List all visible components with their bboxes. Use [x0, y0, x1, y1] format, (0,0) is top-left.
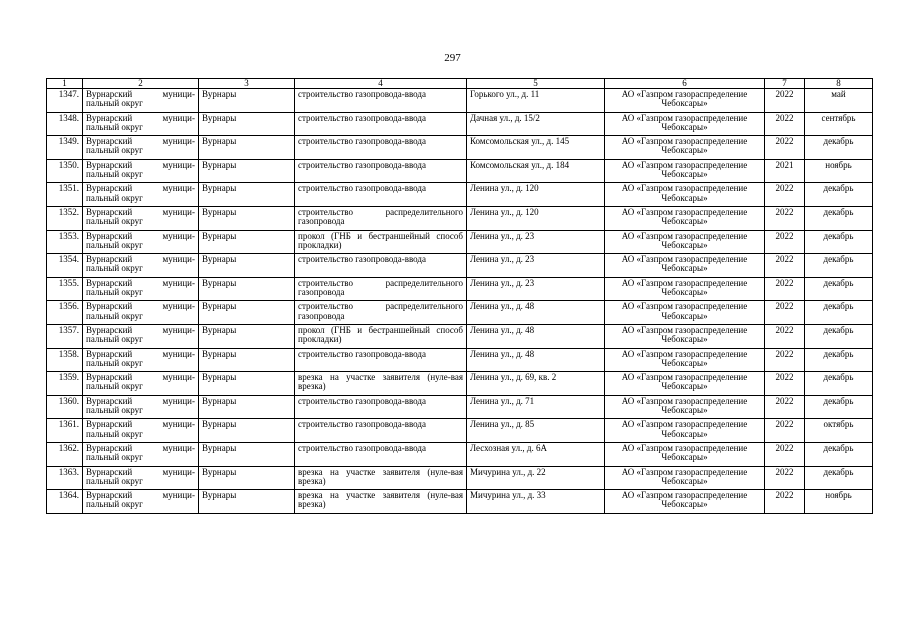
- row-number: 1351.: [47, 183, 83, 207]
- column-header: 2: [83, 79, 199, 89]
- row-number: 1360.: [47, 395, 83, 419]
- row-number: 1349.: [47, 136, 83, 160]
- month-cell: ноябрь: [805, 490, 873, 514]
- district-cell: Вурнарский муници-пальный округ: [83, 112, 199, 136]
- month-cell: декабрь: [805, 442, 873, 466]
- address-cell: Дачная ул., д. 15/2: [467, 112, 605, 136]
- address-cell: Ленина ул., д. 48: [467, 348, 605, 372]
- settlement-cell: Вурнары: [199, 159, 295, 183]
- work-type-cell: строительство газопровода-ввода: [295, 183, 467, 207]
- district-cell: Вурнарский муници-пальный округ: [83, 324, 199, 348]
- row-number: 1362.: [47, 442, 83, 466]
- work-type-cell: строительство газопровода-ввода: [295, 254, 467, 278]
- month-cell: декабрь: [805, 466, 873, 490]
- organization-cell: АО «Газпром газораспределение Чебоксары»: [605, 230, 765, 254]
- district-cell: Вурнарский муници-пальный округ: [83, 301, 199, 325]
- work-type-cell: врезка на участке заявителя (нуле-вая врезка): [295, 466, 467, 490]
- table-row: [47, 230, 873, 254]
- settlement-cell: Вурнары: [199, 324, 295, 348]
- month-cell: декабрь: [805, 348, 873, 372]
- work-type-cell: строительство газопровода-ввода: [295, 442, 467, 466]
- table-row: [47, 442, 873, 466]
- year-cell: 2022: [765, 395, 805, 419]
- year-cell: 2022: [765, 112, 805, 136]
- organization-cell: АО «Газпром газораспределение Чебоксары»: [605, 419, 765, 443]
- table-row: [47, 301, 873, 325]
- row-number: 1354.: [47, 254, 83, 278]
- address-cell: Ленина ул., д. 48: [467, 301, 605, 325]
- month-cell: ноябрь: [805, 159, 873, 183]
- work-type-cell: строительство газопровода-ввода: [295, 395, 467, 419]
- row-number: 1364.: [47, 490, 83, 514]
- address-cell: Ленина ул., д. 69, кв. 2: [467, 372, 605, 396]
- table-row: [47, 324, 873, 348]
- table-row: [47, 136, 873, 160]
- district-cell: Вурнарский муници-пальный округ: [83, 490, 199, 514]
- row-number: 1352.: [47, 206, 83, 230]
- month-cell: декабрь: [805, 254, 873, 278]
- work-type-cell: строительство газопровода-ввода: [295, 419, 467, 443]
- organization-cell: АО «Газпром газораспределение Чебоксары»: [605, 348, 765, 372]
- district-cell: Вурнарский муници-пальный округ: [83, 89, 199, 113]
- settlement-cell: Вурнары: [199, 395, 295, 419]
- settlement-cell: Вурнары: [199, 277, 295, 301]
- district-cell: Вурнарский муници-пальный округ: [83, 442, 199, 466]
- column-header: 8: [805, 79, 873, 89]
- address-cell: Ленина ул., д. 23: [467, 277, 605, 301]
- row-number: 1357.: [47, 324, 83, 348]
- settlement-cell: Вурнары: [199, 89, 295, 113]
- address-cell: Горького ул., д. 11: [467, 89, 605, 113]
- organization-cell: АО «Газпром газораспределение Чебоксары»: [605, 466, 765, 490]
- district-cell: Вурнарский муници-пальный округ: [83, 372, 199, 396]
- year-cell: 2022: [765, 89, 805, 113]
- work-type-cell: строительство распределительного газопровода: [295, 301, 467, 325]
- district-cell: Вурнарский муници-пальный округ: [83, 277, 199, 301]
- address-cell: Ленина ул., д. 71: [467, 395, 605, 419]
- year-cell: 2022: [765, 442, 805, 466]
- address-cell: Ленина ул., д. 23: [467, 254, 605, 278]
- year-cell: 2022: [765, 324, 805, 348]
- district-cell: Вурнарский муници-пальный округ: [83, 183, 199, 207]
- organization-cell: АО «Газпром газораспределение Чебоксары»: [605, 159, 765, 183]
- work-type-cell: строительство газопровода-ввода: [295, 89, 467, 113]
- work-type-cell: врезка на участке заявителя (нуле-вая врезка): [295, 372, 467, 396]
- settlement-cell: Вурнары: [199, 230, 295, 254]
- district-cell: Вурнарский муници-пальный округ: [83, 136, 199, 160]
- district-cell: Вурнарский муници-пальный округ: [83, 206, 199, 230]
- year-cell: 2022: [765, 136, 805, 160]
- row-number: 1356.: [47, 301, 83, 325]
- settlement-cell: Вурнары: [199, 372, 295, 396]
- table-row: [47, 419, 873, 443]
- settlement-cell: Вурнары: [199, 301, 295, 325]
- row-number: 1355.: [47, 277, 83, 301]
- district-cell: Вурнарский муници-пальный округ: [83, 230, 199, 254]
- address-cell: Комсомольская ул., д. 184: [467, 159, 605, 183]
- column-header: 1: [47, 79, 83, 89]
- address-cell: Ленина ул., д. 120: [467, 183, 605, 207]
- year-cell: 2022: [765, 301, 805, 325]
- month-cell: декабрь: [805, 136, 873, 160]
- organization-cell: АО «Газпром газораспределение Чебоксары»: [605, 490, 765, 514]
- table-row: [47, 89, 873, 113]
- year-cell: 2022: [765, 183, 805, 207]
- month-cell: декабрь: [805, 206, 873, 230]
- column-header: 3: [199, 79, 295, 89]
- organization-cell: АО «Газпром газораспределение Чебоксары»: [605, 301, 765, 325]
- table-row: [47, 395, 873, 419]
- organization-cell: АО «Газпром газораспределение Чебоксары»: [605, 136, 765, 160]
- organization-cell: АО «Газпром газораспределение Чебоксары»: [605, 183, 765, 207]
- row-number: 1347.: [47, 89, 83, 113]
- column-header: 6: [605, 79, 765, 89]
- address-cell: Ленина ул., д. 23: [467, 230, 605, 254]
- organization-cell: АО «Газпром газораспределение Чебоксары»: [605, 254, 765, 278]
- district-cell: Вурнарский муници-пальный округ: [83, 466, 199, 490]
- header-row: [47, 79, 873, 89]
- year-cell: 2022: [765, 372, 805, 396]
- settlement-cell: Вурнары: [199, 136, 295, 160]
- table-row: [47, 466, 873, 490]
- year-cell: 2022: [765, 254, 805, 278]
- month-cell: декабрь: [805, 395, 873, 419]
- year-cell: 2022: [765, 230, 805, 254]
- work-type-cell: прокол (ГНБ и бестраншейный способ прокладки): [295, 324, 467, 348]
- address-cell: Ленина ул., д. 85: [467, 419, 605, 443]
- settlement-cell: Вурнары: [199, 183, 295, 207]
- month-cell: декабрь: [805, 301, 873, 325]
- year-cell: 2022: [765, 206, 805, 230]
- table-row: [47, 254, 873, 278]
- month-cell: октябрь: [805, 419, 873, 443]
- settlement-cell: Вурнары: [199, 348, 295, 372]
- year-cell: 2022: [765, 466, 805, 490]
- settlement-cell: Вурнары: [199, 442, 295, 466]
- address-cell: Комсомольская ул., д. 145: [467, 136, 605, 160]
- organization-cell: АО «Газпром газораспределение Чебоксары»: [605, 372, 765, 396]
- organization-cell: АО «Газпром газораспределение Чебоксары»: [605, 112, 765, 136]
- year-cell: 2022: [765, 277, 805, 301]
- page-number: 297: [444, 52, 461, 64]
- work-type-cell: прокол (ГНБ и бестраншейный способ прокладки): [295, 230, 467, 254]
- district-cell: Вурнарский муници-пальный округ: [83, 348, 199, 372]
- month-cell: май: [805, 89, 873, 113]
- column-header: 7: [765, 79, 805, 89]
- table-row: [47, 277, 873, 301]
- row-number: 1363.: [47, 466, 83, 490]
- month-cell: декабрь: [805, 183, 873, 207]
- organization-cell: АО «Газпром газораспределение Чебоксары»: [605, 324, 765, 348]
- table-row: [47, 372, 873, 396]
- settlement-cell: Вурнары: [199, 206, 295, 230]
- address-cell: Мичурина ул., д. 22: [467, 466, 605, 490]
- row-number: 1350.: [47, 159, 83, 183]
- table-row: [47, 206, 873, 230]
- row-number: 1348.: [47, 112, 83, 136]
- column-header: 4: [295, 79, 467, 89]
- district-cell: Вурнарский муници-пальный округ: [83, 395, 199, 419]
- organization-cell: АО «Газпром газораспределение Чебоксары»: [605, 395, 765, 419]
- register-table: [46, 78, 873, 514]
- settlement-cell: Вурнары: [199, 466, 295, 490]
- organization-cell: АО «Газпром газораспределение Чебоксары»: [605, 277, 765, 301]
- work-type-cell: строительство газопровода-ввода: [295, 112, 467, 136]
- year-cell: 2022: [765, 419, 805, 443]
- table-row: [47, 348, 873, 372]
- month-cell: сентябрь: [805, 112, 873, 136]
- table-row: [47, 159, 873, 183]
- row-number: 1361.: [47, 419, 83, 443]
- settlement-cell: Вурнары: [199, 112, 295, 136]
- address-cell: Мичурина ул., д. 33: [467, 490, 605, 514]
- work-type-cell: строительство газопровода-ввода: [295, 159, 467, 183]
- work-type-cell: строительство газопровода-ввода: [295, 348, 467, 372]
- column-header: 5: [467, 79, 605, 89]
- work-type-cell: строительство распределительного газопровода: [295, 206, 467, 230]
- work-type-cell: строительство распределительного газопровода: [295, 277, 467, 301]
- row-number: 1358.: [47, 348, 83, 372]
- year-cell: 2021: [765, 159, 805, 183]
- district-cell: Вурнарский муници-пальный округ: [83, 254, 199, 278]
- settlement-cell: Вурнары: [199, 490, 295, 514]
- district-cell: Вурнарский муници-пальный округ: [83, 419, 199, 443]
- organization-cell: АО «Газпром газораспределение Чебоксары»: [605, 442, 765, 466]
- row-number: 1359.: [47, 372, 83, 396]
- organization-cell: АО «Газпром газораспределение Чебоксары»: [605, 89, 765, 113]
- year-cell: 2022: [765, 348, 805, 372]
- table-row: [47, 490, 873, 514]
- work-type-cell: врезка на участке заявителя (нуле-вая врезка): [295, 490, 467, 514]
- month-cell: декабрь: [805, 324, 873, 348]
- district-cell: Вурнарский муници-пальный округ: [83, 159, 199, 183]
- settlement-cell: Вурнары: [199, 419, 295, 443]
- address-cell: Ленина ул., д. 120: [467, 206, 605, 230]
- year-cell: 2022: [765, 490, 805, 514]
- table-row: [47, 183, 873, 207]
- month-cell: декабрь: [805, 372, 873, 396]
- month-cell: декабрь: [805, 277, 873, 301]
- work-type-cell: строительство газопровода-ввода: [295, 136, 467, 160]
- month-cell: декабрь: [805, 230, 873, 254]
- settlement-cell: Вурнары: [199, 254, 295, 278]
- address-cell: Ленина ул., д. 48: [467, 324, 605, 348]
- address-cell: Лесхозная ул., д. 6А: [467, 442, 605, 466]
- table-row: [47, 112, 873, 136]
- organization-cell: АО «Газпром газораспределение Чебоксары»: [605, 206, 765, 230]
- row-number: 1353.: [47, 230, 83, 254]
